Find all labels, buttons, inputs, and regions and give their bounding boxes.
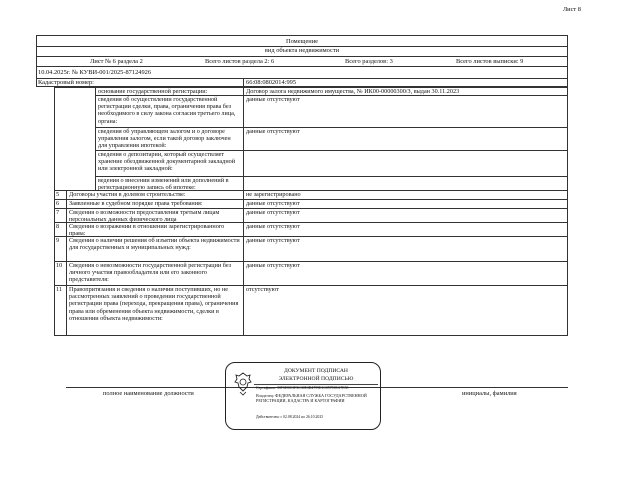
row-value: данные отсутствуют xyxy=(246,262,300,269)
stamp-validity: Действителен: с 02.08.2024 по 26.10.2025 xyxy=(256,415,324,419)
row-value: данные отсутствуют xyxy=(246,223,300,230)
stamp-certificate: Сертификат: 00F6D0C3F3C30E3D4799E1C05759EA7E50 xyxy=(256,386,349,390)
row-label: Договоры участия в долевом строительстве: xyxy=(69,191,186,198)
row-number: 8 xyxy=(56,223,60,230)
cadastral-value: 66:08:0802014:995 xyxy=(246,79,297,86)
row-value: данные отсутствуют xyxy=(246,200,300,207)
row-label: Заявленные в судебном порядке права требования: xyxy=(69,200,203,207)
row-number: 9 xyxy=(56,237,60,244)
row-label: Сведения о наличии решения об изъятии объекта недвижимости для государственных и муниципальных нужд: xyxy=(69,237,240,252)
total-sheets-section: Всего листов раздела 2: 6 xyxy=(205,58,275,65)
row-label: Сведения о возможности предоставления третьим лицам персональных данных физического лица xyxy=(69,209,220,224)
row-value: не зарегистрировано xyxy=(246,191,301,198)
row-number: 5 xyxy=(56,191,60,198)
row-label: Правопритязания и сведения о наличии поступивших, но не рассмотренных заявлений о проведении государственной регистрации права (перехода, прекращения права), ограничения права или обременения объекта недвижимости, сделки в отношении объекта недвижимости: xyxy=(69,286,239,322)
sheet-of-section: Лист № 6 раздела 2 xyxy=(90,58,143,65)
sheet-number: Лист 8 xyxy=(562,6,581,13)
row-value: данные отсутствуют xyxy=(246,237,300,244)
row-label: Сведения о возражении в отношении зарегистрированного права: xyxy=(69,223,225,238)
total-sheets-extract: Всего листов выписки: 9 xyxy=(456,58,524,65)
stamp-owner: Владелец: ФЕДЕРАЛЬНАЯ СЛУЖБА ГОСУДАРСТВЕННОЙ РЕГИСТРАЦИИ, КАДАСТРА И КАРТОГРАФИИ xyxy=(256,393,367,404)
total-sections: Всего разделов: 3 xyxy=(345,58,393,65)
stamp-line-2: ЭЛЕКТРОННОЙ ПОДПИСЬЮ xyxy=(278,376,354,382)
cadastral-label: Кадастровый номер: xyxy=(38,79,94,86)
header-subtitle: вид объекта недвижимости xyxy=(264,47,340,54)
row-value: данные отсутствуют xyxy=(246,128,300,135)
header-title: Помещение xyxy=(285,38,318,45)
date-reference: 10.04.2025г. № КУВИ-001/2025-87124926 xyxy=(38,69,152,76)
row-value: данные отсутствуют xyxy=(246,96,300,103)
signature-name-label: инициалы, фамилия xyxy=(462,390,517,397)
row-label: сведения об управляющем залогом и о договоре управления залогом, если такой договор заключен для управления ипотекой: xyxy=(98,128,231,150)
row-number: 6 xyxy=(56,200,60,207)
row-label: Сведения о невозможности государственной регистрации без личного участия правообладателя или его законного представителя: xyxy=(69,262,232,284)
e-signature-stamp xyxy=(225,362,381,430)
row-number: 7 xyxy=(56,209,60,216)
row-label: ведения о внесении изменений или дополнений в регистрационную запись об ипотеке: xyxy=(98,177,229,192)
row-value: данные отсутствуют xyxy=(246,209,300,216)
emblem-icon xyxy=(232,370,254,396)
row-label: сведения о депозитарии, который осуществляет хранение обездвиженной документарной закладной или электронной закладной: xyxy=(98,151,236,173)
stamp-line-1: ДОКУМЕНТ ПОДПИСАН xyxy=(284,368,348,374)
row-value: Договор залога недвижимого имущества, № ИК00-00000300/З, выдан 30.11.2023 xyxy=(246,88,460,95)
position-label: полное наименование должности xyxy=(103,390,194,397)
row-number: 11 xyxy=(56,286,62,293)
row-label: сведения об осуществлении государственной регистрации сделки, права, ограничения права без необходимого в силу закона согласия третьего лица, органа: xyxy=(98,96,236,125)
row-label: основание государственной регистрации: xyxy=(98,88,208,95)
row-value: отсутствуют xyxy=(246,286,279,293)
row-number: 10 xyxy=(56,262,63,269)
